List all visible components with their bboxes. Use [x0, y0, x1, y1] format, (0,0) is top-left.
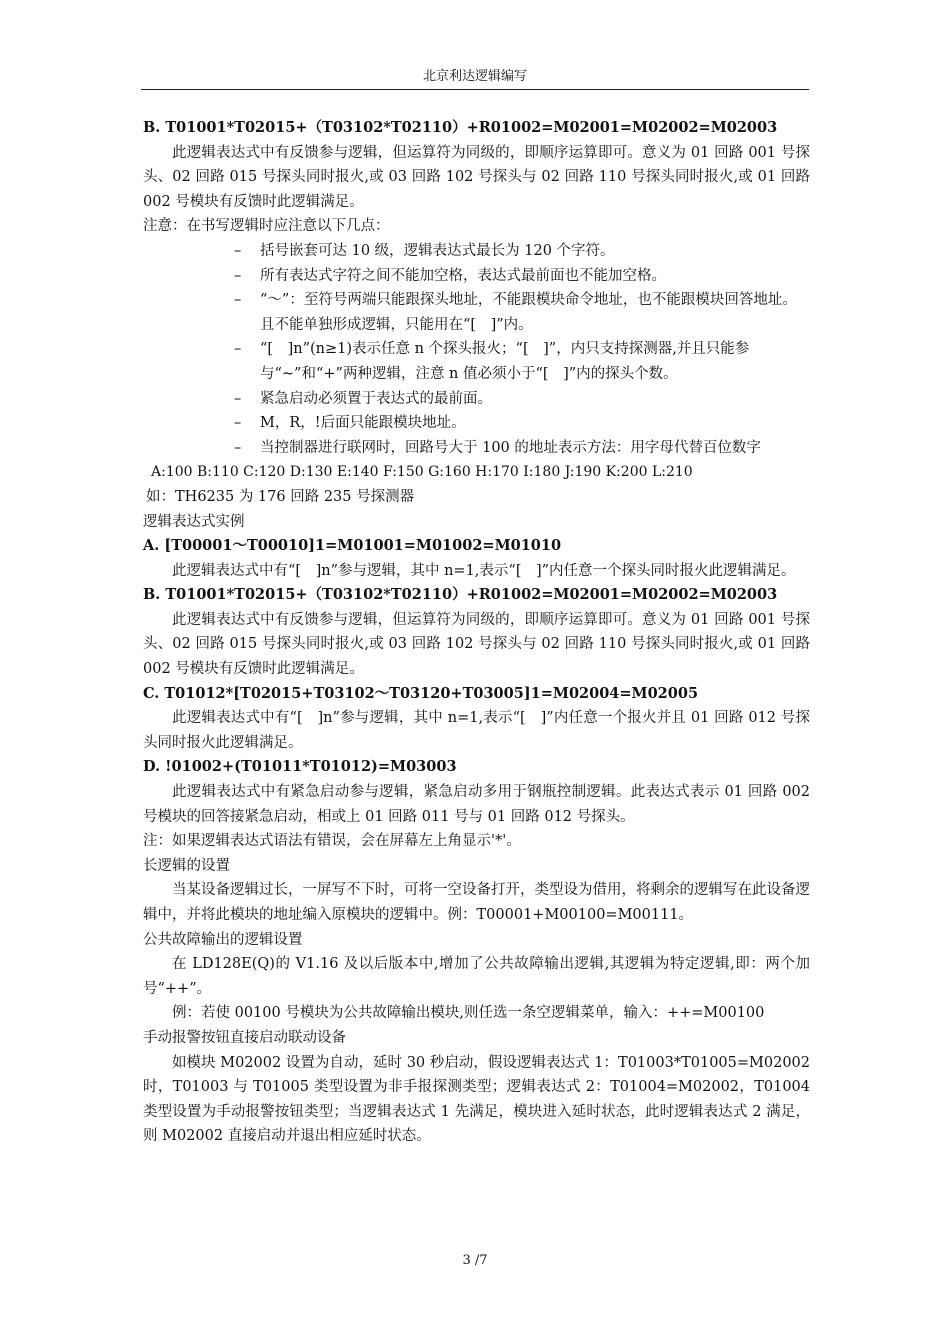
notes-list	[143, 239, 810, 460]
address-letter-map: A:100 B:110 C:120 D:130 E:140 F:150 G:160 H:170 I:180 J:190 K:200 L:210	[151, 464, 693, 481]
example-b-heading: B. T01001*T02015+（T03102*T02110）+R01002=M02001=M02002=M02003	[143, 119, 778, 136]
note-item: – “～”：至符号两端只能跟探头地址，不能跟模块命令地址，也不能跟模块回答地址。且不能单独形成逻辑，只能用在“[ ]”内。	[260, 288, 810, 337]
example-d-description: 此逻辑表达式中有紧急启动参与逻辑，紧急启动多用于钢瓶控制逻辑。此表达式表示 01 回路 002 号模块的回答接紧急启动，相或上 01 回路 011 号与 01 回路 012 号探头。	[143, 784, 810, 825]
dash-bullet: –	[234, 415, 242, 432]
manual-button-heading: 手动报警按钮直接启动联动设备	[143, 1029, 346, 1046]
note-item: – “[ ]n”(n≥1)表示任意 n 个探头报火；“[ ]”，内只支持探测器,并且只能参与“~”和“+”两种逻辑，注意 n 值必须小于“[ ]”内的探头个数。	[260, 337, 810, 386]
dash-bullet: –	[234, 267, 242, 284]
page-number: 3 /7	[462, 1253, 488, 1268]
common-fault-example: 例：若使 00100 号模块为公共故障输出模块,则任选一条空逻辑菜单，输入：++=M00100	[172, 1005, 765, 1022]
common-fault-description: 在 LD128E(Q)的 V1.16 及以后版本中,增加了公共故障输出逻辑,其逻辑为特定逻辑,即：两个加号“++”。	[143, 956, 810, 997]
note-item: – 紧急启动必须置于表达式的最前面。	[260, 387, 810, 412]
example-b2-heading: B. T01001*T02015+（T03102*T02110）+R01002=M02001=M02002=M02003	[143, 586, 778, 604]
dash-bullet: –	[234, 292, 242, 309]
dash-bullet: –	[234, 242, 242, 259]
note-item: – 括号嵌套可达 10 级，逻辑表达式最长为 120 个字符。	[260, 239, 810, 264]
common-fault-heading: 公共故障输出的逻辑设置	[143, 931, 303, 948]
example-c-heading: C. T01012*[T02015+T03102～T03120+T03005]1=M02004=M02005	[143, 684, 699, 702]
example-a-heading: A. [T00001～T00010]1=M01001=M01002=M01010	[143, 537, 562, 555]
document-body	[143, 116, 810, 1149]
dash-bullet: –	[234, 390, 242, 407]
manual-button-description: 如模块 M02002 设置为自动，延时 30 秒启动，假设逻辑表达式 1：T01003*T01005=M02002 时，T01003 与 T01005 类型设置为非手报探测类型；逻辑表达式 2：T01004=M02002，T01004 类型设置为手动报警按钮类型；当逻辑表达式 1 先满足，模块进入延时状态，此时逻辑表达式 2 满足，则 M02002 直接启动并退出相应延时状态。	[143, 1054, 810, 1145]
page-header	[141, 64, 809, 90]
note-item: – M，R，!后面只能跟模块地址。	[260, 411, 810, 436]
examples-heading: 逻辑表达式实例	[143, 513, 245, 530]
note-item: – 所有表达式字符之间不能加空格，表达式最前面也不能加空格。	[260, 264, 810, 289]
address-example: 如：TH6235 为 176 回路 235 号探测器	[146, 488, 415, 505]
example-b2-description: 此逻辑表达式中有反馈参与逻辑，但运算符为同级的，即顺序运算即可。意义为 01 回路 001 号探头、02 回路 015 号探头同时报火,或 03 回路 102 号探头与 02 回路 110 号探头同时报火,或 01 回路 002 号模块有反馈时此逻辑满足。	[143, 611, 810, 678]
syntax-error-note: 注：如果逻辑表达式语法有错误，会在屏幕左上角显示'*'。	[143, 833, 521, 850]
example-d-heading: D. !01002+(T01011*T01012)=M03003	[143, 758, 457, 776]
example-c-description: 此逻辑表达式中有“[ ]n”参与逻辑，其中 n=1,表示“[ ]”内任意一个报火并且 01 回路 012 号探头同时报火此逻辑满足。	[143, 710, 810, 751]
long-logic-description: 当某设备逻辑过长，一屏写不下时，可将一空设备打开，类型设为借用，将剩余的逻辑写在此设备逻辑中，并将此模块的地址编入原模块的逻辑中。例：T00001+M00100=M00111。	[143, 882, 810, 923]
dash-bullet: –	[234, 341, 242, 358]
dash-bullet: –	[234, 439, 242, 456]
header-title: 北京利达逻辑编写	[422, 69, 527, 84]
note-item: – 当控制器进行联网时，回路号大于 100 的地址表示方法：用字母代替百位数字	[260, 436, 810, 461]
example-a-description: 此逻辑表达式中有“[ ]n”参与逻辑，其中 n=1,表示“[ ]”内任意一个探头同时报火此逻辑满足。	[172, 562, 796, 579]
example-b-description: 此逻辑表达式中有反馈参与逻辑，但运算符为同级的，即顺序运算即可。意义为 01 回路 001 号探头、02 回路 015 号探头同时报火,或 03 回路 102 号探头与 02 回路 110 号探头同时报火,或 01 回路 002 号模块有反馈时此逻辑满足。	[143, 144, 810, 210]
long-logic-heading: 长逻辑的设置	[143, 857, 230, 874]
notes-heading: 注意：在书写逻辑时应注意以下几点：	[143, 218, 390, 235]
